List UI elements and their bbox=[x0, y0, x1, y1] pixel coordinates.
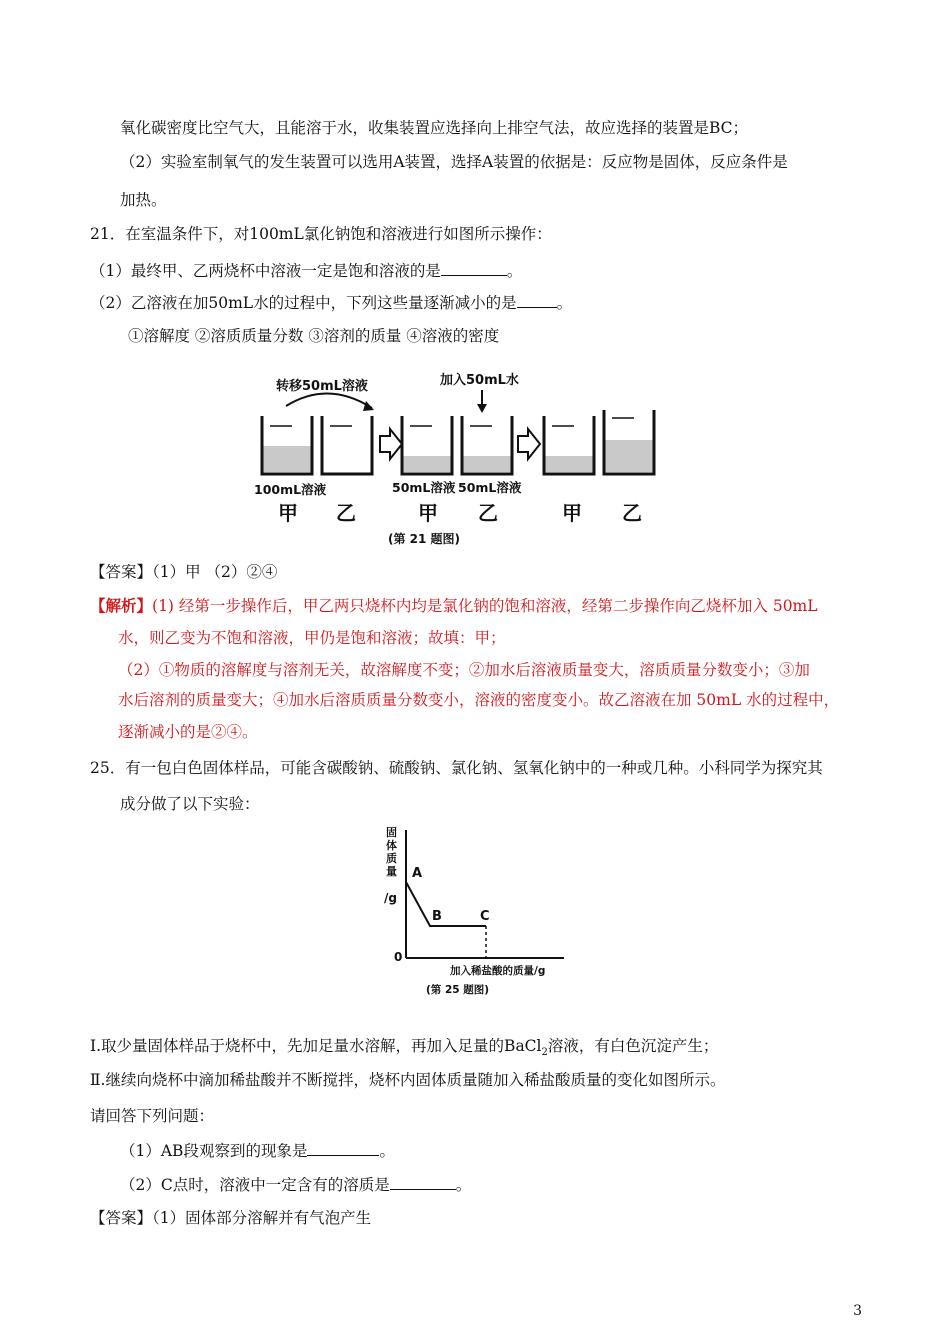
step-arrow-icon bbox=[380, 429, 402, 459]
answer-21: 【答案】（1）甲 （2）②④ bbox=[90, 563, 278, 581]
beaker-5 bbox=[544, 416, 594, 474]
point-b: B bbox=[432, 909, 442, 924]
figure-caption: (第 25 题图) bbox=[426, 984, 490, 996]
answer-blank bbox=[390, 1174, 456, 1190]
arrowhead-icon bbox=[363, 401, 374, 411]
label-100ml: 100mL溶液 bbox=[254, 482, 327, 497]
text-line: 加热。 bbox=[120, 191, 167, 209]
transfer-arrow bbox=[286, 393, 372, 408]
analysis-line: 水，则乙变为不饱和溶液，甲仍是饱和溶液；故填：甲； bbox=[118, 629, 506, 647]
figure-21 bbox=[250, 368, 660, 548]
figure-caption: (第 21 题图) bbox=[388, 532, 461, 546]
xlabel: 加入稀盐酸的质量/g bbox=[450, 965, 546, 977]
analysis-line: （2）①物质的溶解度与溶剂无关，故溶解度不变；②加水后溶液质量变大，溶质质量分数变小；③加 bbox=[118, 661, 810, 679]
question-25-part1: （1）AB段观察到的现象是 。 bbox=[120, 1142, 395, 1160]
label-jia: 甲 bbox=[278, 501, 298, 525]
question-25-stem: 成分做了以下实验： bbox=[120, 795, 260, 813]
ylabel-char: 体 bbox=[386, 839, 397, 852]
step-2: Ⅱ.继续向烧杯中滴加稀盐酸并不断搅拌，烧杯内固体质量随加入稀盐酸质量的变化如图所示。 bbox=[90, 1071, 726, 1089]
text-line: 氧化碳密度比空气大，且能溶于水，收集装置应选择向上排空气法，故应选择的装置是BC； bbox=[120, 119, 749, 137]
label-50ml-a: 50mL溶液 bbox=[392, 480, 456, 495]
beaker-3 bbox=[402, 416, 452, 474]
label-transfer: 转移50mL溶液 bbox=[276, 379, 368, 394]
beaker-1 bbox=[262, 416, 312, 474]
arrowhead-icon bbox=[477, 404, 487, 413]
analysis-line: 【解析】(1) 经第一步操作后，甲乙两只烧杯内均是氯化钠的饱和溶液，经第二步操作向乙烧杯加入 50mL bbox=[90, 596, 818, 615]
answer-25: 【答案】（1）固体部分溶解并有气泡产生 bbox=[90, 1209, 372, 1227]
origin-label: 0 bbox=[394, 950, 403, 964]
analysis-tag: 【解析】 bbox=[90, 596, 153, 615]
figure-25 bbox=[380, 822, 580, 1002]
answer-blank bbox=[517, 292, 557, 308]
label-add-water: 加入50mL水 bbox=[440, 373, 519, 388]
ylabel-char: 固 bbox=[386, 826, 397, 839]
label-yi: 乙 bbox=[622, 501, 642, 525]
ylabel-char: 质 bbox=[386, 852, 397, 865]
question-21-part2: （2）乙溶液在加50mL水的过程中，下列这些量逐渐减小的是 。 bbox=[90, 294, 573, 312]
point-c: C bbox=[480, 909, 490, 924]
analysis-line: 水后溶剂的质量变大；④加水后溶质质量分数变小，溶液的密度变小。故乙溶液在加 50mL 水的过程中， bbox=[118, 691, 840, 709]
question-21-options: ①溶解度 ②溶质质量分数 ③溶剂的质量 ④溶液的密度 bbox=[128, 327, 500, 345]
label-50ml-b: 50mL溶液 bbox=[458, 480, 522, 495]
ylabel-char: 量 bbox=[386, 865, 397, 878]
beaker-4 bbox=[462, 416, 512, 474]
question-25-part2: （2）C点时，溶液中一定含有的溶质是 。 bbox=[120, 1176, 472, 1194]
beaker-6 bbox=[604, 410, 654, 474]
label-jia: 甲 bbox=[418, 501, 438, 525]
step-1: Ⅰ.取少量固体样品于烧杯中，先加足量水溶解，再加入足量的BaCl$_2$溶液，有白色沉淀产生； bbox=[90, 1037, 719, 1059]
beaker-2 bbox=[322, 416, 372, 474]
question-25-stem: 25．有一包白色固体样品，可能含碳酸钠、硫酸钠、氯化钠、氢氧化钠中的一种或几种。小科同学为探究其 bbox=[90, 759, 823, 777]
page-number: 3 bbox=[853, 1303, 862, 1319]
answer-blank bbox=[441, 260, 507, 276]
analysis-line: 逐渐减小的是②④。 bbox=[118, 723, 258, 741]
text-line: （2）实验室制氧气的发生装置可以选用A装置，选择A装置的依据是：反应物是固体，反应条件是 bbox=[120, 153, 788, 171]
mass-curve bbox=[406, 882, 486, 926]
label-yi: 乙 bbox=[336, 501, 356, 525]
label-yi: 乙 bbox=[478, 501, 498, 525]
label-jia: 甲 bbox=[562, 501, 582, 525]
ylabel-unit: /g bbox=[384, 891, 397, 905]
question-21-part1: （1）最终甲、乙两烧杯中溶液一定是饱和溶液的是 。 bbox=[90, 262, 523, 280]
point-a: A bbox=[412, 866, 423, 881]
answer-blank bbox=[307, 1140, 379, 1156]
question-21-stem: 21．在室温条件下，对100mL氯化钠饱和溶液进行如图所示操作： bbox=[90, 225, 552, 243]
step-arrow-icon bbox=[518, 429, 540, 459]
prompt: 请回答下列问题： bbox=[90, 1107, 215, 1125]
